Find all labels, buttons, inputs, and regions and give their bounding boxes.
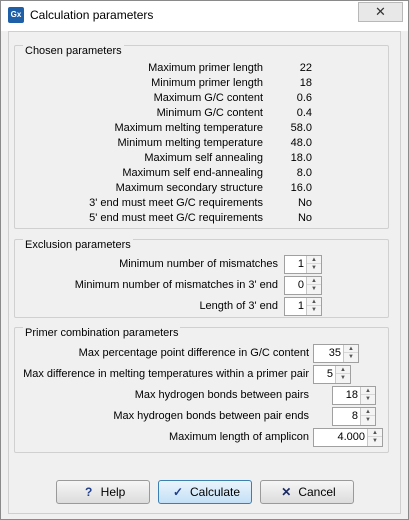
max-melting-diff-value: 5 xyxy=(326,368,333,380)
combination-label-max-hbonds-ends: Max hydrogen bonds between pair ends xyxy=(113,410,309,422)
help-button-label: Help xyxy=(100,485,126,499)
param-value-min-gc-content: 0.4 xyxy=(296,107,312,119)
param-label-max-melting-temp: Maximum melting temperature xyxy=(114,122,263,134)
max-melting-diff-spinner[interactable] xyxy=(313,365,351,384)
help-button[interactable] xyxy=(56,480,150,504)
close-button[interactable] xyxy=(358,2,403,22)
spin-down-icon[interactable]: ▼ xyxy=(365,396,371,402)
spin-down-icon[interactable]: ▼ xyxy=(348,354,354,360)
calculate-button-label: Calculate xyxy=(189,485,241,499)
cancel-icon: ✕ xyxy=(281,485,292,499)
spin-down-icon[interactable]: ▼ xyxy=(340,375,346,381)
param-label-min-gc-content: Minimum G/C content xyxy=(156,107,263,119)
spin-down-icon[interactable]: ▼ xyxy=(311,307,317,313)
title-bar xyxy=(1,1,408,31)
primer-combination-legend: Primer combination parameters xyxy=(25,327,179,339)
combination-label-max-melting-diff: Max difference in melting temperatures within a primer pair xyxy=(23,368,309,380)
spin-buttons xyxy=(367,429,382,446)
primer-combination-parameters-group xyxy=(14,327,389,453)
spin-up-icon[interactable]: ▲ xyxy=(307,298,321,306)
param-value-max-self-annealing: 18.0 xyxy=(290,152,312,164)
max-amplicon-spinner[interactable] xyxy=(313,428,383,447)
spin-up-icon[interactable]: ▲ xyxy=(336,366,350,374)
max-gc-diff-spinner[interactable] xyxy=(313,344,359,363)
param-label-max-gc-content: Maximum G/C content xyxy=(153,92,263,104)
exclusion-parameters-group xyxy=(14,239,389,318)
spin-down-icon[interactable]: ▼ xyxy=(365,417,371,423)
spin-up-icon[interactable]: ▲ xyxy=(368,429,382,437)
chosen-parameters-legend: Chosen parameters xyxy=(25,45,122,57)
exclusion-label-min-mismatches: Minimum number of mismatches xyxy=(119,258,278,270)
min-mismatches-value: 1 xyxy=(297,258,304,270)
spin-up-icon[interactable]: ▲ xyxy=(361,408,375,416)
max-gc-diff-value: 35 xyxy=(328,347,341,359)
spin-buttons xyxy=(360,387,375,404)
spin-up-icon[interactable]: ▲ xyxy=(307,256,321,264)
param-value-min-primer-length: 18 xyxy=(299,77,312,89)
max-hbonds-pairs-spinner[interactable] xyxy=(332,386,376,405)
spin-up-icon[interactable]: ▲ xyxy=(344,345,358,353)
max-hbonds-ends-spinner[interactable] xyxy=(332,407,376,426)
exclusion-label-length-3-end: Length of 3' end xyxy=(199,300,278,312)
chosen-parameters-group xyxy=(14,45,389,229)
cancel-button[interactable] xyxy=(260,480,354,504)
spin-buttons xyxy=(335,366,350,383)
param-label-min-melting-temp: Minimum melting temperature xyxy=(117,137,263,149)
help-icon: ? xyxy=(84,485,93,499)
spin-down-icon[interactable]: ▼ xyxy=(372,438,378,444)
exclusion-label-min-mismatches-3-end: Minimum number of mismatches in 3' end xyxy=(74,279,278,291)
combination-label-max-gc-diff: Max percentage point difference in G/C content xyxy=(78,347,309,359)
check-icon: ✓ xyxy=(172,485,184,499)
cancel-button-label: Cancel xyxy=(298,485,336,499)
param-label-max-self-end-annealing: Maximum self end-annealing xyxy=(122,167,263,179)
exclusion-parameters-legend: Exclusion parameters xyxy=(25,239,131,251)
param-value-max-gc-content: 0.6 xyxy=(296,92,312,104)
param-value-min-melting-temp: 48.0 xyxy=(290,137,312,149)
window-title: Calculation parameters xyxy=(30,8,154,22)
combination-label-max-hbonds-pairs: Max hydrogen bonds between pairs xyxy=(134,389,309,401)
param-value-5-end-gc: No xyxy=(297,212,312,224)
min-mismatches-3-end-value: 0 xyxy=(297,279,304,291)
spin-up-icon[interactable]: ▲ xyxy=(307,277,321,285)
max-hbonds-ends-value: 8 xyxy=(351,410,358,422)
spin-buttons xyxy=(306,256,321,273)
length-3-end-value: 1 xyxy=(297,300,304,312)
param-value-3-end-gc: No xyxy=(297,197,312,209)
spin-buttons xyxy=(360,408,375,425)
param-value-max-self-end-annealing: 8.0 xyxy=(296,167,312,179)
min-mismatches-spinner[interactable] xyxy=(284,255,322,274)
spin-buttons xyxy=(306,298,321,315)
param-value-max-primer-length: 22 xyxy=(299,62,312,74)
close-icon: ✕ xyxy=(375,4,386,19)
param-label-5-end-gc: 5' end must meet G/C requirements xyxy=(89,212,263,224)
calculate-button[interactable] xyxy=(158,480,252,504)
min-mismatches-3-end-spinner[interactable] xyxy=(284,276,322,295)
spin-down-icon[interactable]: ▼ xyxy=(311,265,317,271)
param-label-max-secondary-structure: Maximum secondary structure xyxy=(115,182,263,194)
param-label-min-primer-length: Minimum primer length xyxy=(151,77,263,89)
length-3-end-spinner[interactable] xyxy=(284,297,322,316)
max-amplicon-value: 4.000 xyxy=(337,431,365,443)
spin-buttons xyxy=(306,277,321,294)
spin-up-icon[interactable]: ▲ xyxy=(361,387,375,395)
param-value-max-melting-temp: 58.0 xyxy=(290,122,312,134)
app-icon: Gx xyxy=(8,7,24,23)
spin-buttons xyxy=(343,345,358,362)
spin-down-icon[interactable]: ▼ xyxy=(311,286,317,292)
combination-label-max-amplicon: Maximum length of amplicon xyxy=(168,431,309,443)
param-label-max-primer-length: Maximum primer length xyxy=(148,62,263,74)
param-label-max-self-annealing: Maximum self annealing xyxy=(144,152,263,164)
param-label-3-end-gc: 3' end must meet G/C requirements xyxy=(89,197,263,209)
max-hbonds-pairs-value: 18 xyxy=(345,389,358,401)
param-value-max-secondary-structure: 16.0 xyxy=(290,182,312,194)
